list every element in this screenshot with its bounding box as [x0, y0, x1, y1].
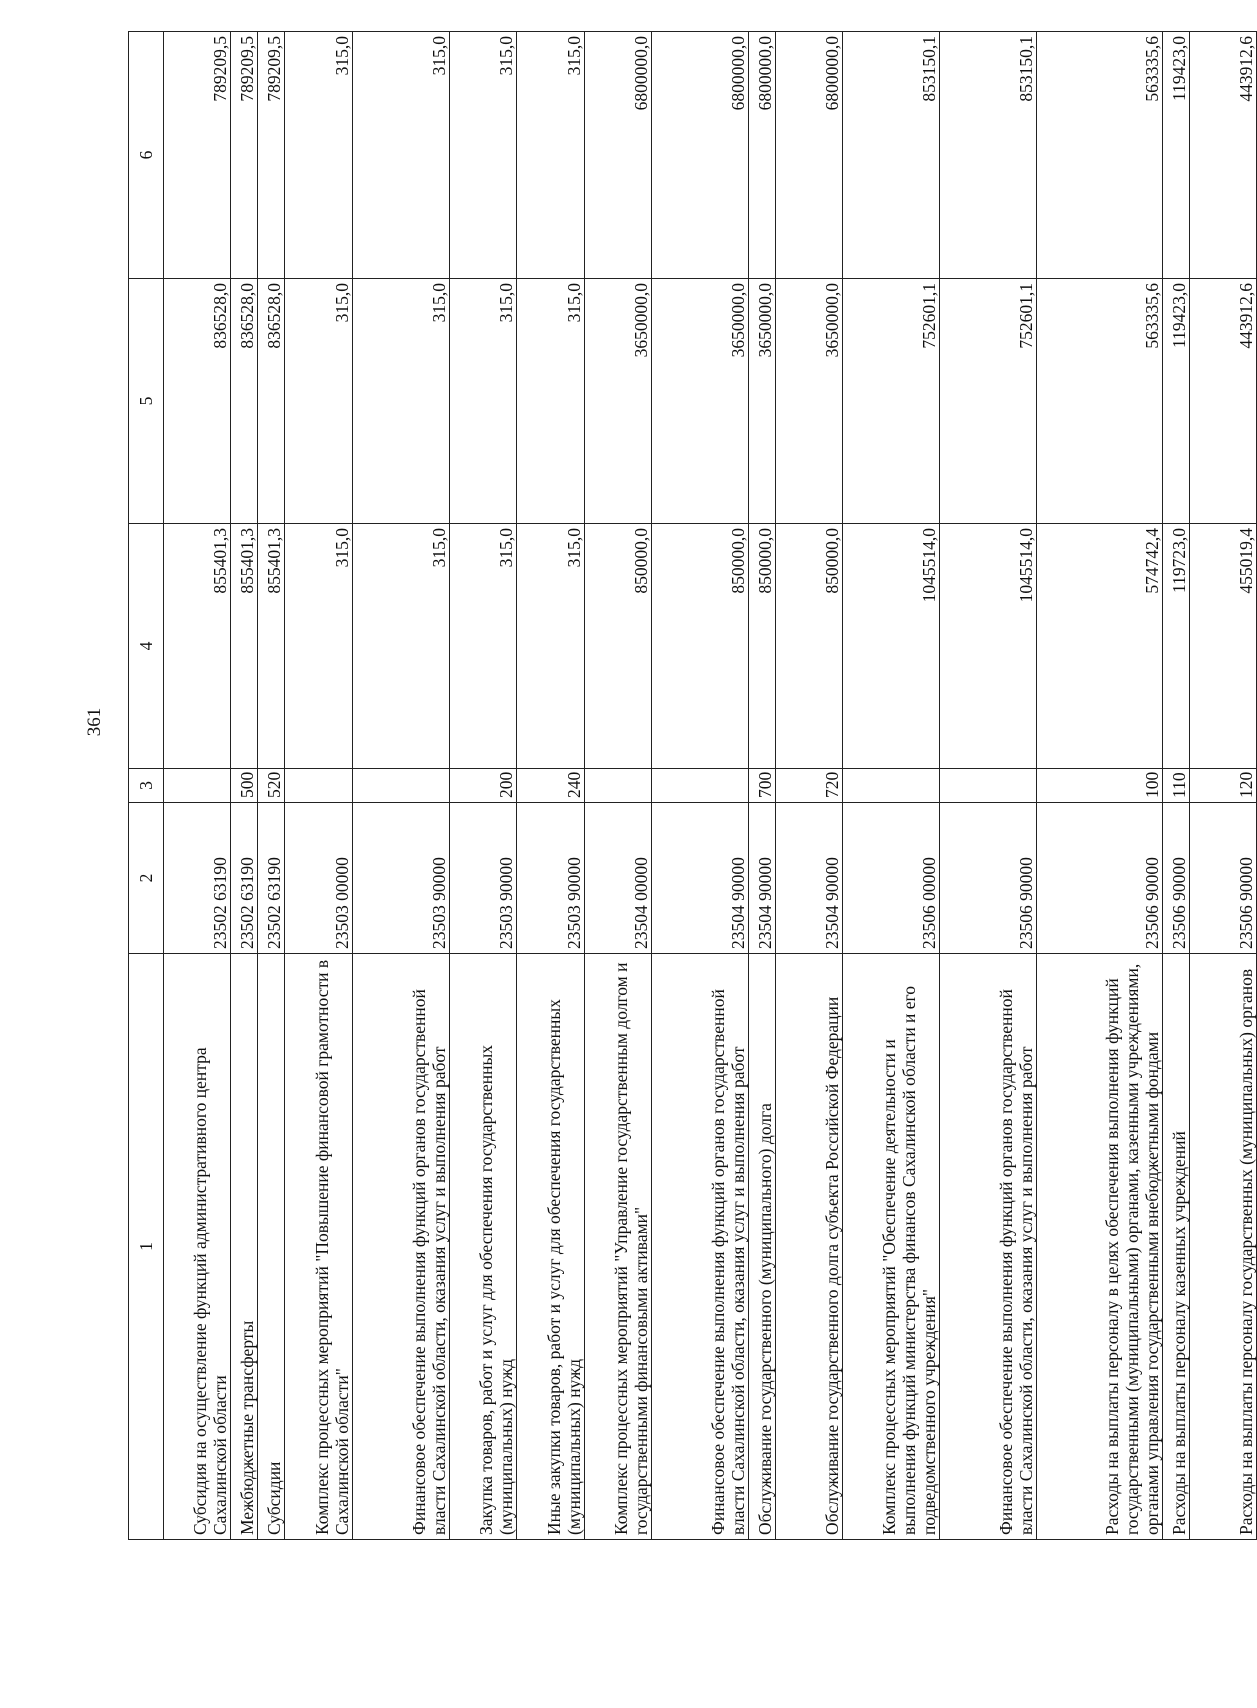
row-name: Закупка товаров, работ и услуг для обеспечения государственных (муниципальных) нужд — [449, 954, 516, 1540]
row-vr: 120 — [1189, 769, 1257, 803]
row-vr — [652, 769, 749, 803]
row-year2: 119423,0 — [1162, 279, 1189, 524]
row-year3: 6800000,0 — [652, 32, 749, 279]
row-year3: 6800000,0 — [775, 32, 842, 279]
table-row — [231, 32, 258, 1540]
row-year2: 752601,1 — [939, 279, 1036, 524]
row-year1: 850000,0 — [748, 524, 775, 769]
row-code: 23506 00000 — [843, 803, 940, 954]
row-vr — [164, 769, 231, 803]
table-row — [1162, 32, 1189, 1540]
row-year3: 6800000,0 — [584, 32, 651, 279]
row-vr — [939, 769, 1036, 803]
row-vr: 100 — [1036, 769, 1162, 803]
row-vr: 500 — [231, 769, 258, 803]
row-year3: 315,0 — [449, 32, 516, 279]
row-year1: 119723,0 — [1162, 524, 1189, 769]
row-year2: 3650000,0 — [775, 279, 842, 524]
table-row — [285, 32, 352, 1540]
row-vr: 200 — [449, 769, 516, 803]
row-vr — [285, 769, 352, 803]
row-year2: 563335,6 — [1036, 279, 1162, 524]
row-year3: 563335,6 — [1036, 32, 1162, 279]
row-code: 23504 90000 — [652, 803, 749, 954]
table-row — [939, 32, 1036, 1540]
row-year3: 119423,0 — [1162, 32, 1189, 279]
row-year3: 443912,6 — [1189, 32, 1257, 279]
row-name: Финансовое обеспечение выполнения функций органов государственной власти Сахалинской области, оказания услуг и выполнения работ — [352, 954, 449, 1540]
row-year1: 574742,4 — [1036, 524, 1162, 769]
row-code: 23503 90000 — [449, 803, 516, 954]
row-year2: 315,0 — [352, 279, 449, 524]
row-year3: 853150,1 — [939, 32, 1036, 279]
row-code: 23506 90000 — [1189, 803, 1257, 954]
row-year2: 836528,0 — [258, 279, 285, 524]
row-name: Обслуживание государственного долга субъекта Российской Федерации — [775, 954, 842, 1540]
row-code: 23503 90000 — [352, 803, 449, 954]
column-header: 5 — [129, 279, 164, 524]
row-name: Расходы на выплаты персоналу казенных учреждений — [1162, 954, 1189, 1540]
row-year2: 443912,6 — [1189, 279, 1257, 524]
row-year3: 315,0 — [285, 32, 352, 279]
row-year1: 850000,0 — [775, 524, 842, 769]
table-row — [164, 32, 231, 1540]
row-year2: 836528,0 — [164, 279, 231, 524]
row-code: 23502 63190 — [258, 803, 285, 954]
row-code: 23506 90000 — [939, 803, 1036, 954]
row-code: 23504 90000 — [775, 803, 842, 954]
row-name: Финансовое обеспечение выполнения функций органов государственной власти Сахалинской области, оказания услуг и выполнения работ — [939, 954, 1036, 1540]
row-code: 23503 90000 — [517, 803, 584, 954]
row-year3: 789209,5 — [164, 32, 231, 279]
row-vr: 720 — [775, 769, 842, 803]
table-row — [748, 32, 775, 1540]
row-vr: 110 — [1162, 769, 1189, 803]
table-row — [449, 32, 516, 1540]
row-year1: 1045514,0 — [843, 524, 940, 769]
row-name: Субсидия на осуществление функций административного центра Сахалинской области — [164, 954, 231, 1540]
column-header: 6 — [129, 32, 164, 279]
table-row — [843, 32, 940, 1540]
row-year2: 3650000,0 — [748, 279, 775, 524]
row-vr — [352, 769, 449, 803]
row-code: 23504 90000 — [748, 803, 775, 954]
budget-table — [128, 31, 1257, 1540]
column-header: 4 — [129, 524, 164, 769]
table-row — [584, 32, 651, 1540]
row-code: 23503 00000 — [285, 803, 352, 954]
row-year1: 855401,3 — [258, 524, 285, 769]
row-year2: 315,0 — [285, 279, 352, 524]
row-vr: 240 — [517, 769, 584, 803]
row-year1: 315,0 — [285, 524, 352, 769]
row-name: Комплекс процессных мероприятий "Повышение финансовой грамотности в Сахалинской области" — [285, 954, 352, 1540]
row-code: 23502 63190 — [231, 803, 258, 954]
table-row — [1036, 32, 1162, 1540]
row-name: Межбюджетные трансферты — [231, 954, 258, 1540]
row-year3: 789209,5 — [258, 32, 285, 279]
table-row — [258, 32, 285, 1540]
row-year2: 752601,1 — [843, 279, 940, 524]
row-year2: 836528,0 — [231, 279, 258, 524]
row-year1: 315,0 — [352, 524, 449, 769]
row-year3: 789209,5 — [231, 32, 258, 279]
row-year2: 3650000,0 — [584, 279, 651, 524]
row-year1: 455019,4 — [1189, 524, 1257, 769]
row-year1: 1045514,0 — [939, 524, 1036, 769]
row-vr: 520 — [258, 769, 285, 803]
row-name: Комплекс процессных мероприятий "Обеспечение деятельности и выполнения функций министерства финансов Сахалинской области и его подведомственного учреждения" — [843, 954, 940, 1540]
row-year2: 3650000,0 — [652, 279, 749, 524]
row-name: Расходы на выплаты персоналу государственных (муниципальных) органов — [1189, 954, 1257, 1540]
row-vr — [843, 769, 940, 803]
page-number: 361 — [84, 707, 105, 737]
row-vr: 700 — [748, 769, 775, 803]
table-row — [775, 32, 842, 1540]
row-year1: 855401,3 — [164, 524, 231, 769]
table-row — [352, 32, 449, 1540]
row-code: 23504 00000 — [584, 803, 651, 954]
table-row — [652, 32, 749, 1540]
row-name: Иные закупки товаров, работ и услуг для обеспечения государственных (муниципальных) нужд — [517, 954, 584, 1540]
row-name: Обслуживание государственного (муниципального) долга — [748, 954, 775, 1540]
row-year1: 315,0 — [449, 524, 516, 769]
row-code: 23506 90000 — [1162, 803, 1189, 954]
row-name: Субсидии — [258, 954, 285, 1540]
row-year1: 855401,3 — [231, 524, 258, 769]
row-year2: 315,0 — [517, 279, 584, 524]
column-header: 1 — [129, 954, 164, 1540]
row-code: 23506 90000 — [1036, 803, 1162, 954]
row-year3: 315,0 — [352, 32, 449, 279]
row-year1: 850000,0 — [652, 524, 749, 769]
row-year1: 315,0 — [517, 524, 584, 769]
column-header: 3 — [129, 769, 164, 803]
row-year3: 853150,1 — [843, 32, 940, 279]
row-year1: 850000,0 — [584, 524, 651, 769]
row-name: Комплекс процессных мероприятий "Управление государственным долгом и государственными финансовыми активами" — [584, 954, 651, 1540]
row-code: 23502 63190 — [164, 803, 231, 954]
row-name: Расходы на выплаты персоналу в целях обеспечения выполнения функций государственными (муниципальными) органами, казенными учреждениями, органами управления государственными внебюджетными фондами — [1036, 954, 1162, 1540]
table-row — [517, 32, 584, 1540]
row-vr — [584, 769, 651, 803]
row-name: Финансовое обеспечение выполнения функций органов государственной власти Сахалинской области, оказания услуг и выполнения работ — [652, 954, 749, 1540]
table-row — [1189, 32, 1257, 1540]
header-row — [129, 32, 164, 1540]
row-year3: 315,0 — [517, 32, 584, 279]
rotated-table-wrapper — [128, 32, 1257, 1540]
column-header: 2 — [129, 803, 164, 954]
row-year3: 6800000,0 — [748, 32, 775, 279]
row-year2: 315,0 — [449, 279, 516, 524]
